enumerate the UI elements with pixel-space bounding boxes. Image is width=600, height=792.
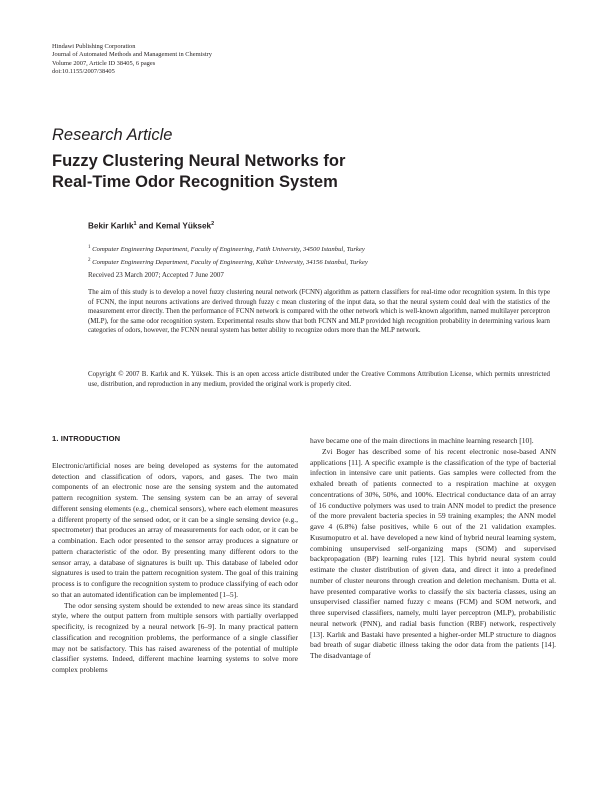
- abstract: The aim of this study is to develop a novel fuzzy clustering neural network (FCNN) algorithm as pattern classifiers for real-time odor recognition system. In this type of FCNN, the input neurons activations are derived through fuzzy c mean clustering of the input data, so that the neural system could deal with the statistics of the measurement error directly. Then the performance of FCNN network is compared with the other network which is well-known algorithm, named multilayer perceptron (MLP), for the same odor recognition system. Experimental results show that both FCNN and MLP provided high recognition probability in determining various learn categories of odors, however, the FCNN neural system has better ability to recognize odors more than the MLP network.: [88, 289, 550, 335]
- affiliation-text: Computer Engineering Department, Faculty of Engineering, Fatih University, 34500 Istanbul, Turkey: [92, 246, 365, 254]
- author-name: Kemal Yüksek: [155, 221, 212, 231]
- copyright-notice: Copyright © 2007 B. Karlık and K. Yüksek. This is an open access article distributed under the Creative Commons Attribution License, which permits unrestricted use, distribution, and reproduction in any medium, provided the original work is properly cited.: [88, 371, 550, 388]
- affiliation-item: [88, 242, 368, 255]
- author-connector: and: [138, 221, 154, 231]
- paragraph: The odor sensing system should be extended to new areas since its standard style, where the output pattern from multiple sensors with partially overlapped specificity, is recognized by a neural network [6–9]. In many practical pattern classification and recognition problems, the performance of a single classifier may not be satisfactory. This has raised awareness of the potential of multiple classifier systems. Indeed, different machine learning systems to solve more complex problems: [52, 600, 298, 674]
- received-dates: Received 23 March 2007; Accepted 7 June 2007: [88, 271, 224, 279]
- title-line-2: Real-Time Odor Recognition System: [52, 172, 338, 191]
- right-column: [310, 436, 556, 662]
- left-column: [52, 434, 298, 676]
- journal-line: Journal of Automated Methods and Management in Chemistry: [52, 51, 212, 59]
- article-type: Research Article: [52, 126, 173, 144]
- doi-line: doi:10.1155/2007/38405: [52, 68, 115, 76]
- volume-line: Volume 2007, Article ID 38405, 6 pages: [52, 59, 156, 67]
- author-list: [88, 221, 214, 231]
- author-affiliation-mark: 2: [211, 221, 215, 227]
- publisher-line: Hindawi Publishing Corporation: [52, 43, 136, 50]
- affiliation-mark: 2: [88, 258, 91, 264]
- paragraph: Zvi Boger has described some of his recent electronic nose-based ANN applications [11]. A specific example is the classification of the type of bacterial infection in intensive care unit patients. Gas samples were collected from the exhaled breath of patients connected to a respiration machine at oxygen concentrations of 30%, 50%, and 100%. Electrical conductance data of an array of 16 conductive polymers was used to train ANN model to predict the presence of the more prevalent bacteria species in 59 training examples; the ANN model gave 4 (6.8%) false positives, while 6 out of the 21 validation examples. Kusumoputro et al. have developed a new kind of hybrid neural learning system, combining unsupervised self-organizing maps (SOM) and supervised backpropagation (BP) learning rules [12]. This hybrid neural system could estimate the cluster distribution of given data, and direct it into a predefined number of cluster neurons through creation and deletion mechanism. Dutta et al. have presented comparative works to classify the six bacteria classes, using an unsupervised classifier named fuzzy c means (FCM) and SOM network, and three supervised classifiers, namely, multi layer perceptron (MLP), probabilistic neural network (PNN), and radial basis function (RBF) network, respectively [13]. Karlık and Bastaki have presented a higher-order MLP structure to diagnos bad breath of sugar diabetic illness taking the odor data from the patients [14]. The disadvantage of: [310, 446, 556, 660]
- paragraph: have became one of the main directions in machine learning research [10].: [310, 436, 534, 445]
- section-heading: 1. INTRODUCTION: [52, 434, 121, 443]
- paragraph: Electronic/artificial noses are being developed as systems for the automated detection and classification of odors, vapors, and gases. The two main components of an electronic nose are the sensing system and the automated pattern recognition system. The sensing system can be an array of several different sensing elements (e.g., chemical sensors), where each element measures a different property of the sensed odor, or it can be a single sensing device (e.g., spectrometer) that produces an array of measurements for each odor, or it can be a combination. Each odor presented to the sensor array produces a signature or pattern characteristic of the odor. By presenting many different odors to the sensor array, a database of signatures is built up. This database of labeled odor signatures is used to train the pattern recognition system. The goal of this training process is to configure the recognition system to produce classifying of each odor so that an automated identification can be implemented [1–5].: [52, 460, 298, 599]
- author-name: Bekir Karlık: [88, 221, 134, 231]
- author-affiliation-mark: 1: [133, 221, 137, 227]
- paper-title: [52, 151, 472, 192]
- title-line-1: Fuzzy Clustering Neural Networks for: [52, 152, 346, 170]
- affiliation-mark: 1: [88, 245, 91, 250]
- journal-header: [52, 43, 212, 77]
- affiliation-item: [88, 255, 368, 268]
- affiliations: [88, 242, 368, 268]
- affiliation-text: Computer Engineering Department, Faculty of Engineering, Kültür University, 34156 Istanbul, Turkey: [92, 259, 368, 267]
